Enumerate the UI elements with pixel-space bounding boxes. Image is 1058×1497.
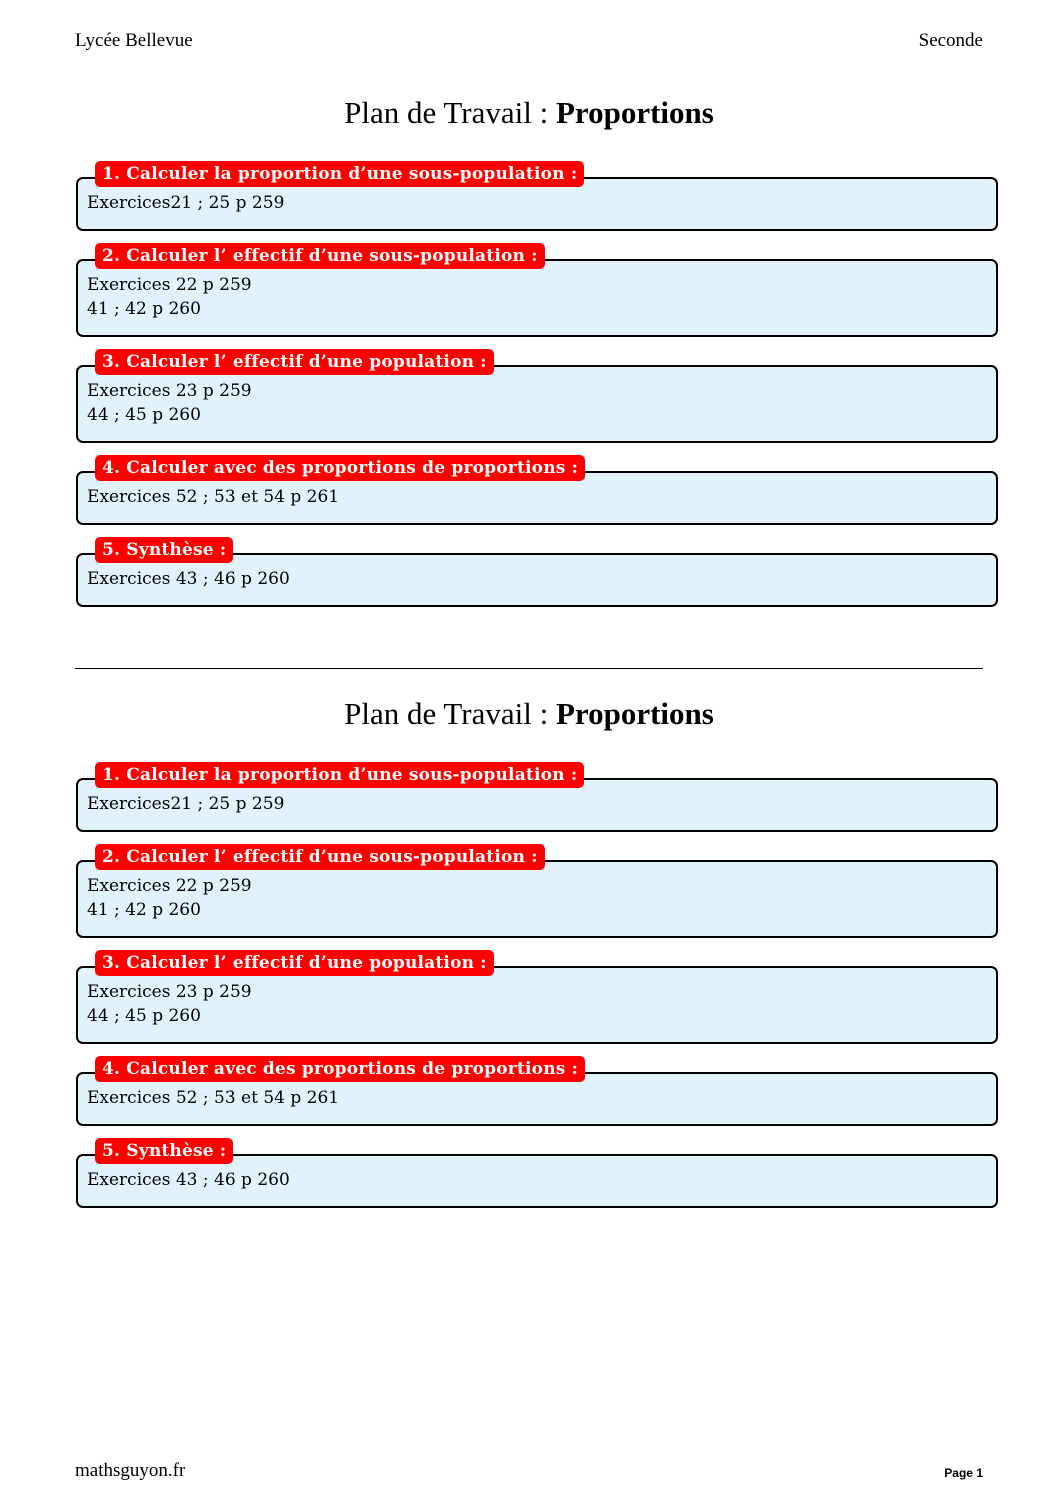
- plan-title-subject: Proportions: [555, 95, 714, 130]
- exercise-line: Exercices 23 p 259: [87, 982, 252, 1002]
- exercise-line: Exercices 43 ; 46 p 260: [87, 569, 290, 589]
- section-exercises: [87, 1086, 339, 1110]
- page-header: [75, 30, 983, 56]
- school-name: Lycée Bellevue: [75, 30, 193, 51]
- section-exercises: [87, 792, 284, 816]
- section-label: 1. Calculer la proportion d’une sous-population :: [95, 161, 584, 187]
- section-card: [76, 765, 998, 832]
- work-plan: [0, 93, 1058, 133]
- section-card: [76, 1059, 998, 1126]
- section-card: [76, 164, 998, 231]
- section-label: 3. Calculer l’ effectif d’une population :: [95, 950, 494, 976]
- section-label: 2. Calculer l’ effectif d’une sous-population :: [95, 243, 545, 269]
- exercise-line: 44 ; 45 p 260: [87, 1006, 201, 1026]
- exercise-line: Exercices 22 p 259: [87, 275, 252, 295]
- plan-title: [0, 93, 1058, 133]
- section-card: [76, 246, 998, 337]
- page-number: Page 1: [944, 1466, 983, 1480]
- section-card: [76, 953, 998, 1044]
- section-exercises: [87, 980, 252, 1028]
- exercise-line: Exercices 43 ; 46 p 260: [87, 1170, 290, 1190]
- exercise-line: Exercices 23 p 259: [87, 381, 252, 401]
- plan-title-subject: Proportions: [555, 696, 714, 731]
- section-card: [76, 458, 998, 525]
- work-plan: [0, 694, 1058, 734]
- plan-title-prefix: Plan de Travail :: [344, 95, 556, 130]
- exercise-line: Exercices 22 p 259: [87, 876, 252, 896]
- class-level: Seconde: [918, 30, 983, 51]
- section-exercises: [87, 273, 252, 321]
- exercise-line: Exercices 52 ; 53 et 54 p 261: [87, 1088, 340, 1108]
- section-label: 3. Calculer l’ effectif d’une population :: [95, 349, 494, 375]
- exercise-line: Exercices 52 ; 53 et 54 p 261: [87, 487, 340, 507]
- section-exercises: [87, 485, 339, 509]
- section-label: 2. Calculer l’ effectif d’une sous-population :: [95, 844, 545, 870]
- section-label: 5. Synthèse :: [95, 1138, 233, 1164]
- exercise-line: Exercices21 ; 25 p 259: [87, 193, 285, 213]
- page-footer: [75, 1460, 983, 1486]
- section-exercises: [87, 379, 252, 427]
- section-label: 4. Calculer avec des proportions de proportions :: [95, 1056, 585, 1082]
- section-exercises: [87, 567, 290, 591]
- section-label: 5. Synthèse :: [95, 537, 233, 563]
- section-card: [76, 540, 998, 607]
- section-exercises: [87, 1168, 290, 1192]
- exercise-line: 41 ; 42 p 260: [87, 900, 201, 920]
- section-label: 1. Calculer la proportion d’une sous-population :: [95, 762, 584, 788]
- section-card: [76, 847, 998, 938]
- plan-title: [0, 694, 1058, 734]
- section-card: [76, 1141, 998, 1208]
- section-exercises: [87, 874, 252, 922]
- exercise-line: Exercices21 ; 25 p 259: [87, 794, 285, 814]
- exercise-line: 44 ; 45 p 260: [87, 405, 201, 425]
- section-card: [76, 352, 998, 443]
- plan-title-prefix: Plan de Travail :: [344, 696, 556, 731]
- section-label: 4. Calculer avec des proportions de proportions :: [95, 455, 585, 481]
- site-name: mathsguyon.fr: [75, 1460, 186, 1481]
- cut-line-divider: [75, 668, 983, 669]
- section-exercises: [87, 191, 284, 215]
- exercise-line: 41 ; 42 p 260: [87, 299, 201, 319]
